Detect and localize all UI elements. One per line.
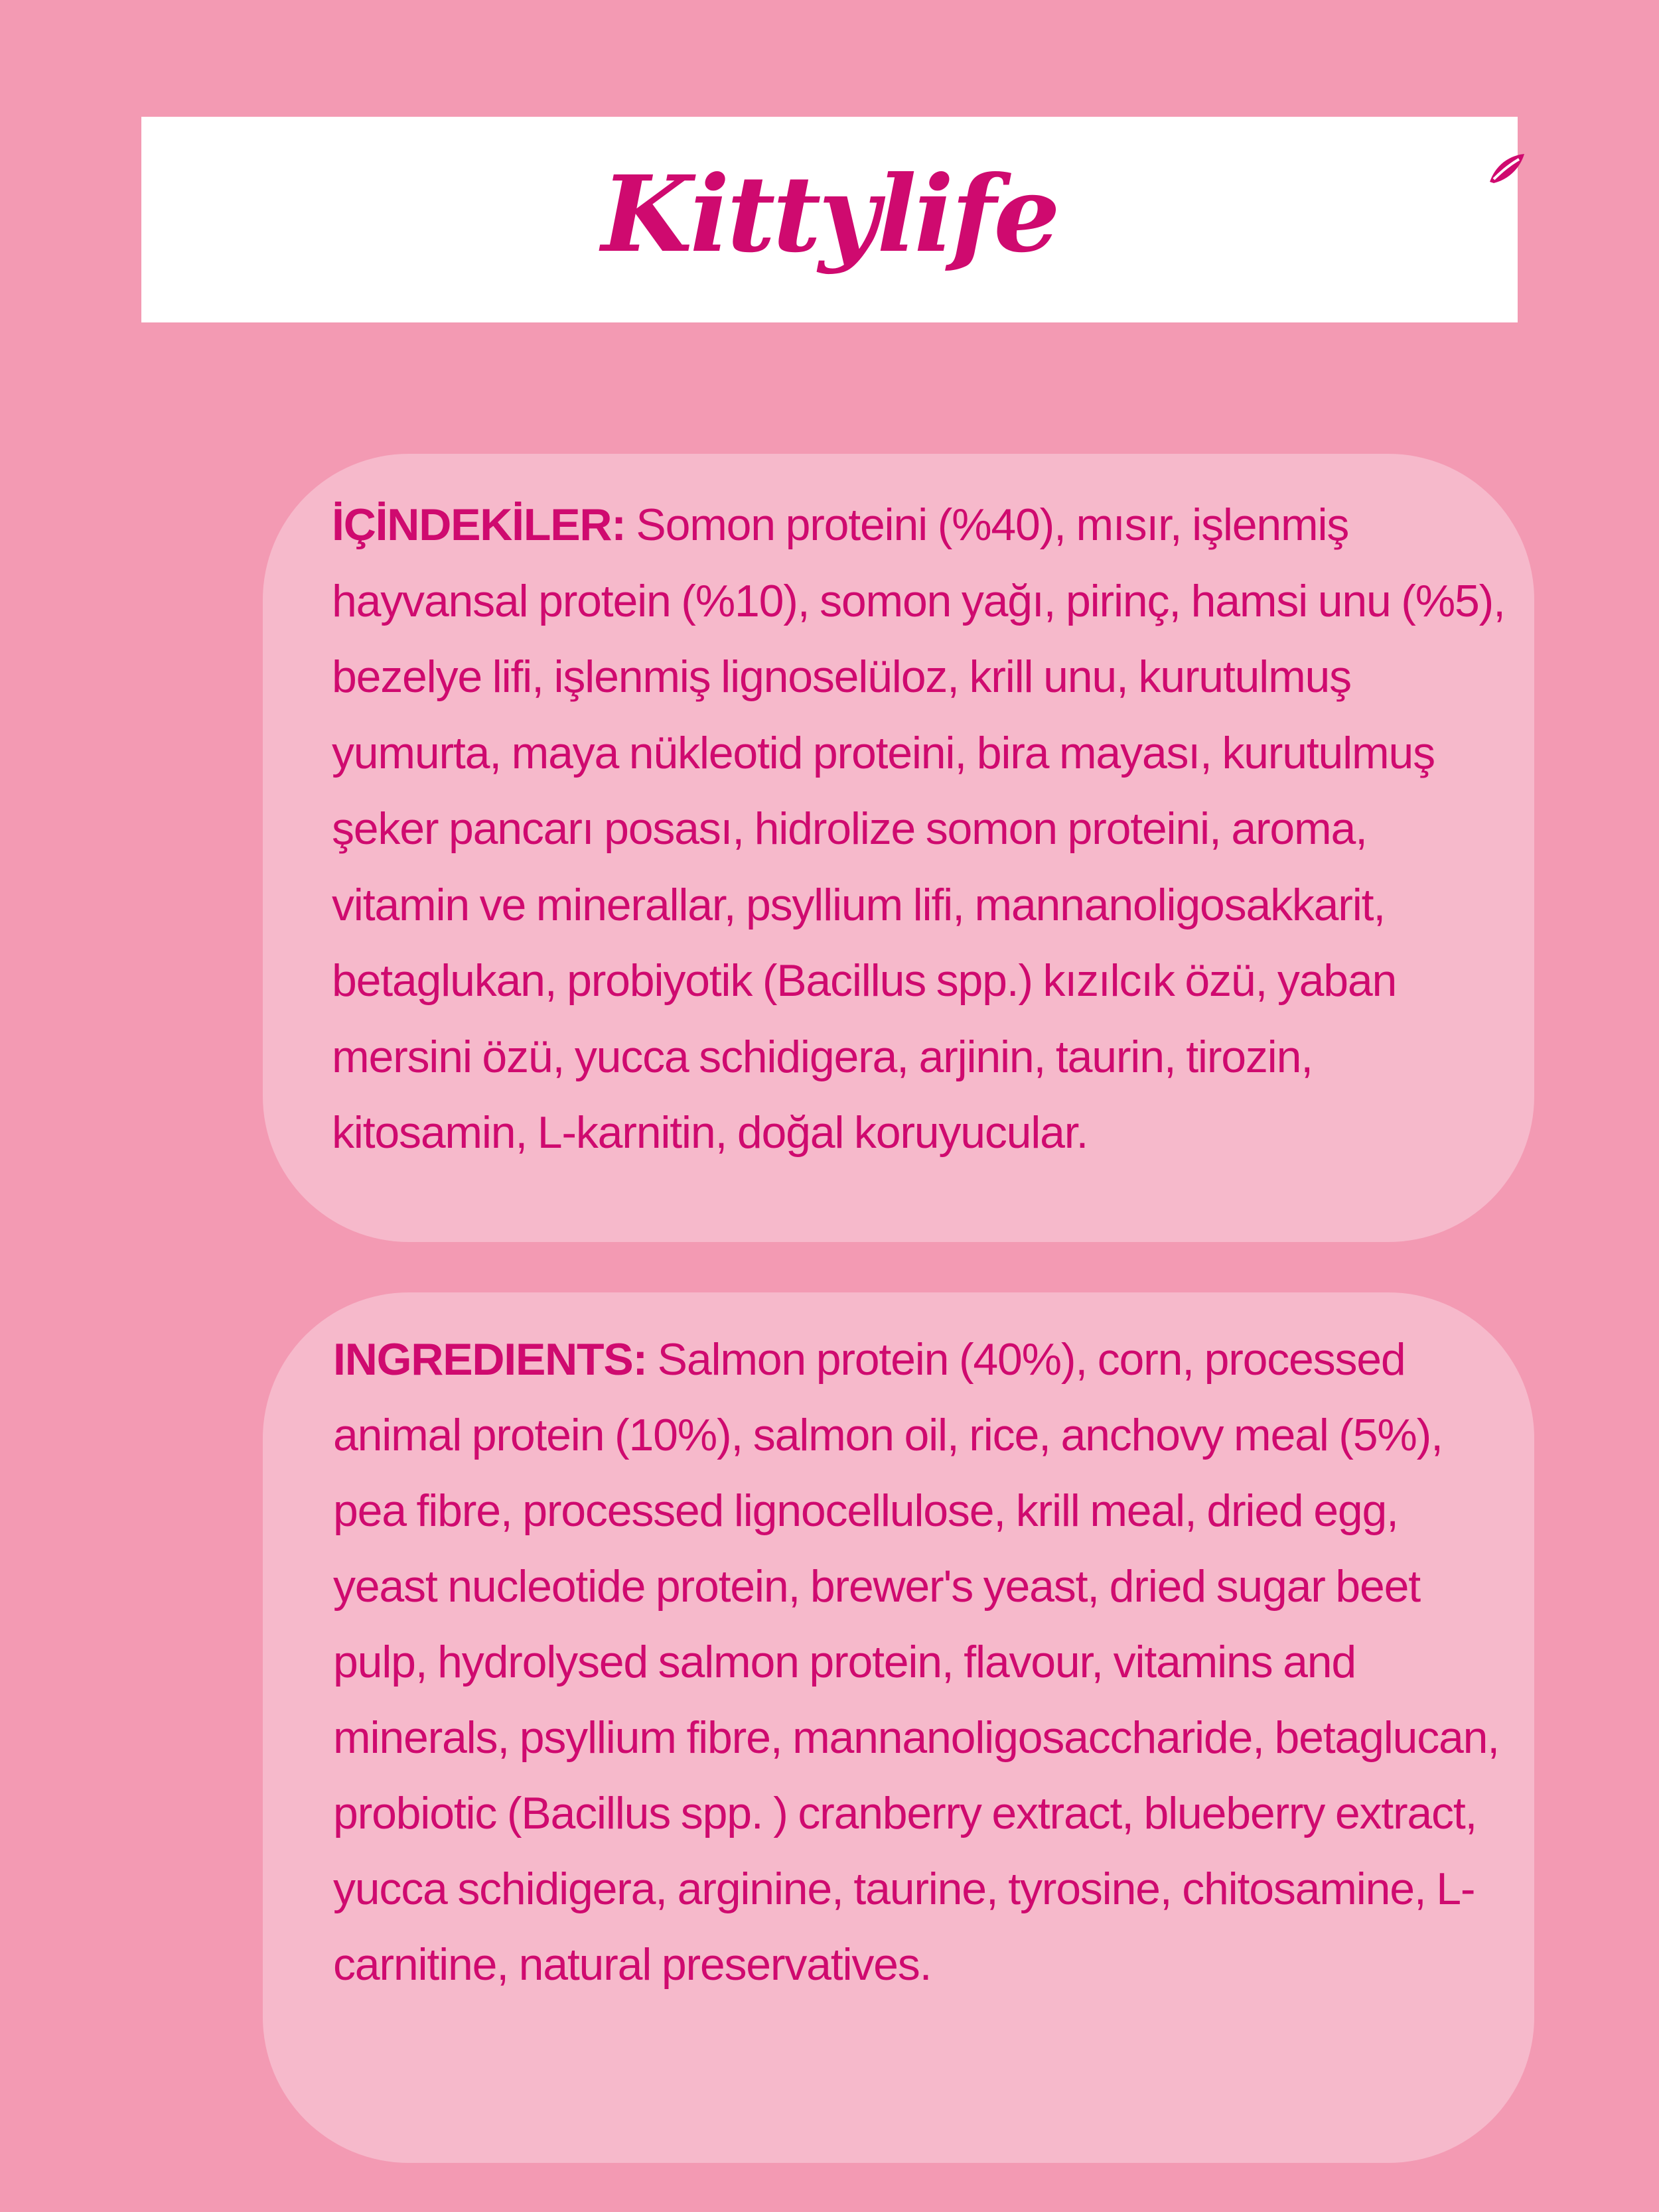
turkish-ingredients-text <box>332 487 1508 1171</box>
turkish-ingredients-label: İÇİNDEKİLER: <box>332 500 626 550</box>
brand-header <box>141 117 1518 322</box>
turkish-ingredients-panel <box>263 454 1534 1242</box>
english-ingredients-panel <box>263 1292 1534 2163</box>
brand-logo <box>141 149 1518 281</box>
turkish-ingredients-body: Somon proteini (%40), mısır, işlenmiş hayvansal protein (%10), somon yağı, pirinç, hamsi unu (%5), bezelye lifi, işlenmiş lignoselüloz, krill unu, kurutulmuş yumurta, maya nükleotid proteini, bira mayası, kurutulmuş şeker pancarı posası, hidrolize somon proteini, aroma, vitamin ve minerallar, psyllium lifi, mannanoligosakkarit, betaglukan, probiyotik (Bacillus spp.) kızılcık özü, yaban mersini özü, yucca schidigera, arjinin, taurin, tirozin, kitosamin, L-karnitin, doğal koruyucular. <box>332 500 1505 1158</box>
english-ingredients-label: INGREDIENTS: <box>333 1334 647 1385</box>
english-ingredients-body: Salmon protein (40%), corn, processed animal protein (10%), salmon oil, rice, anchovy meal (5%), pea fibre, processed lignocellulose, krill meal, dried egg, yeast nucleotide protein, brewer's yeast, dried sugar beet pulp, hydrolysed salmon protein, flavour, vitamins and minerals, psyllium fibre, mannanoligosaccharide, betaglucan, probiotic (Bacillus spp. ) cranberry extract, blueberry extract, yucca schidigera, arginine, taurine, tyrosine, chitosamine, L-carnitine, natural preservatives. <box>333 1334 1499 1990</box>
brand-logo-text: Kittylife <box>601 153 1058 276</box>
leaf-icon <box>1486 150 1527 191</box>
english-ingredients-text <box>333 1322 1508 2002</box>
